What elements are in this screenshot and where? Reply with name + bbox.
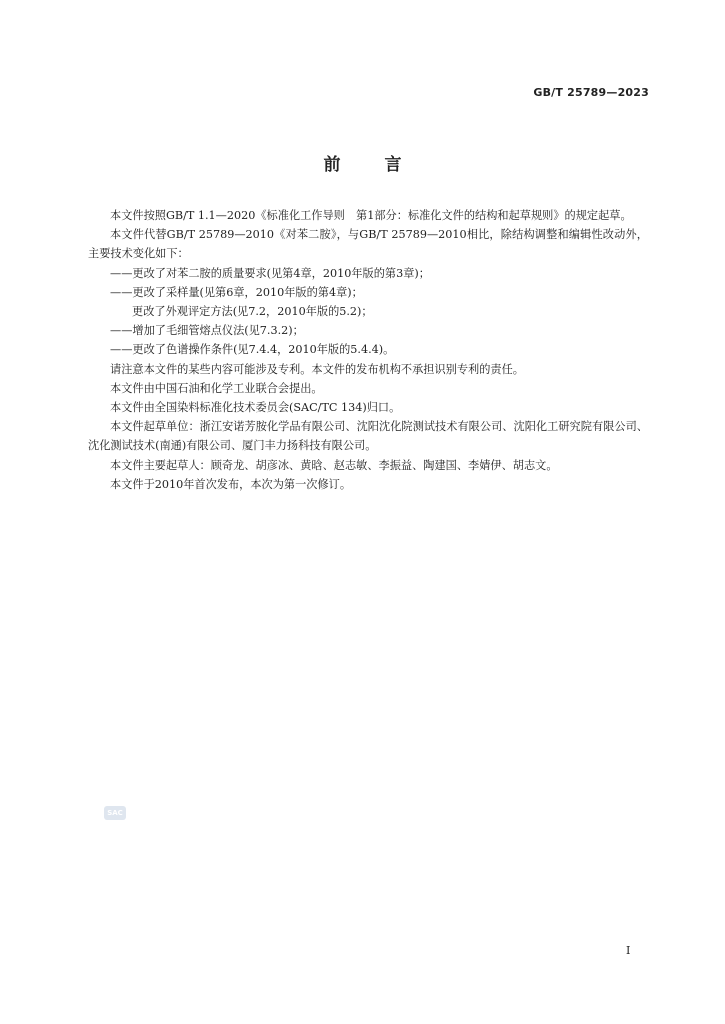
paragraph: 本文件由中国石油和化学工业联合会提出。 [110, 381, 323, 395]
paragraph: 本文件于2010年首次发布，本次为第一次修订。 [110, 477, 352, 491]
paragraph: 本文件主要起草人：顾奇龙、胡彦冰、黄晗、赵志敏、李振益、陶建国、李婧伊、胡志文。 [110, 458, 558, 472]
page-number: I [626, 944, 631, 957]
paragraph: 本文件起草单位：浙江安诺芳胺化学品有限公司、沈阳沈化院测试技术有限公司、沈阳化工研究院有限公司、沈化测试技术(南通)有限公司、厦门丰力扬科技有限公司。 [88, 420, 648, 453]
paragraph: 本文件代替GB/T 25789—2010《对苯二胺》，与GB/T 25789—2010相比，除结构调整和编辑性改动外，主要技术变化如下： [88, 228, 648, 261]
paragraph: 本文件由全国染料标准化技术委员会(SAC/TC 134)归口。 [110, 401, 401, 415]
change-list-item: ——增加了毛细管熔点仪法(见7.3.2)； [110, 324, 304, 338]
foreword-body [88, 206, 648, 494]
paragraph: 请注意本文件的某些内容可能涉及专利。本文件的发布机构不承担识别专利的责任。 [110, 362, 524, 376]
change-list-item: 更改了外观评定方法(见7.2，2010年版的5.2)； [132, 305, 373, 319]
standard-code: GB/T 25789—2023 [533, 86, 649, 99]
change-list-item: ——更改了采样量(见第6章，2010年版的第4章)； [110, 285, 363, 299]
change-list-item: ——更改了对苯二胺的质量要求(见第4章，2010年版的第3章)； [110, 266, 430, 280]
paragraph: 本文件按照GB/T 1.1—2020《标准化工作导则 第1部分：标准化文件的结构和起草规则》的规定起草。 [110, 209, 632, 222]
change-list-item: ——更改了色谱操作条件(见7.4.4，2010年版的5.4.4)。 [110, 343, 395, 357]
page-title: 前言 [323, 155, 446, 175]
sac-watermark-logo: SAC [104, 806, 126, 820]
